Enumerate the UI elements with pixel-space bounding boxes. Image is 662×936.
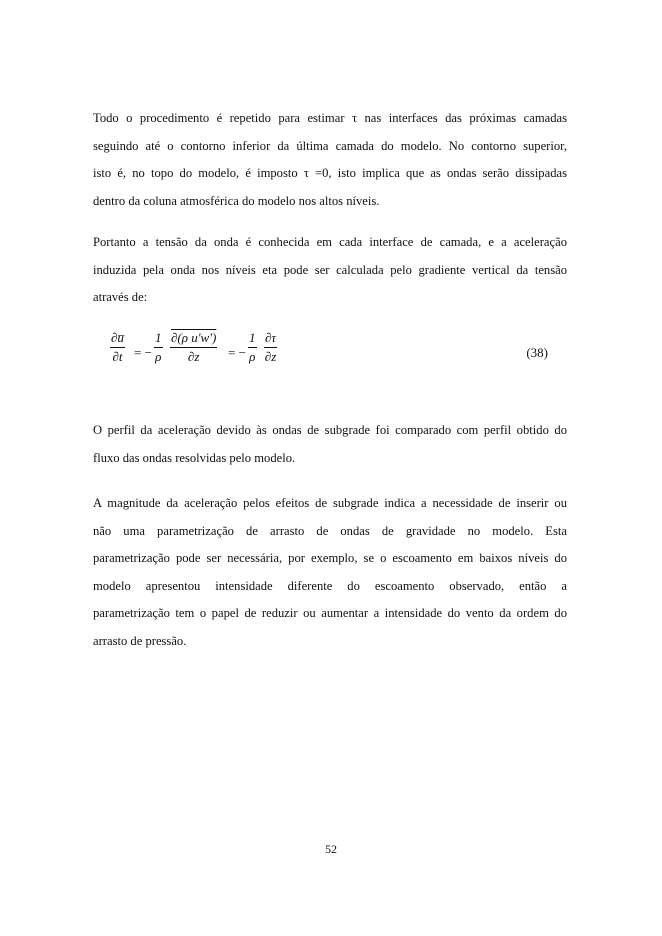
text-line: parametrização tem o papel de reduzir ou aumentar a intensidade do vento da ordem do: [93, 606, 567, 620]
text-line: através de:: [93, 290, 148, 304]
text-line: dentro da coluna atmosférica do modelo nos altos níveis.: [93, 193, 380, 208]
fraction-denominator: ∂z: [264, 349, 277, 364]
fraction-inverse-density: [248, 330, 257, 366]
text-line: modelo apresentou intensidade diferente do escoamento observado, então a: [93, 578, 567, 593]
fraction-stress-gradient: [264, 330, 277, 366]
fraction-flux-gradient: [170, 330, 217, 366]
page-number: 52: [325, 842, 337, 856]
text-line: Portanto a tensão da onda é conhecida em cada interface de camada, e a aceleração: [93, 235, 567, 249]
fraction-inverse-density: [154, 330, 163, 366]
paragraph-acceleration-profile: [93, 417, 567, 472]
fraction-numerator: ∂τ: [264, 330, 277, 348]
text-line: arrasto de pressão.: [93, 633, 187, 648]
text-line: Todo o procedimento é repetido para estimar τ nas interfaces das próximas camadas: [93, 111, 567, 125]
text-line: isto é, no topo do modelo, é imposto τ =0, isto implica que as ondas serão dissipadas: [93, 166, 567, 180]
text-line: parametrização pode ser necessária, por exemplo, se o escoamento em baixos níveis do: [93, 551, 567, 565]
text-line: fluxo das ondas resolvidas pelo modelo.: [93, 450, 296, 465]
text-line: seguindo até o contorno inferior da última camada do modelo. No contorno superior,: [93, 138, 567, 153]
paragraph-procedure: [93, 105, 567, 215]
fraction-denominator: ∂t: [112, 349, 123, 364]
fraction-denominator: ρ: [249, 349, 256, 364]
text-line: O perfil da aceleração devido às ondas de subgrade foi comparado com perfil obtido do: [93, 423, 567, 437]
paragraph-wave-stress: [93, 229, 567, 312]
fraction-denominator: ρ: [155, 349, 162, 364]
fraction-numerator: 1: [248, 330, 257, 348]
text-line: não uma parametrização de arrasto de ondas de gravidade no modelo. Esta: [93, 523, 567, 538]
paragraph-parametrization: [93, 490, 567, 655]
text-line: induzida pela onda nos níveis eta pode ser calculada pelo gradiente vertical da tensão: [93, 262, 567, 277]
equals-minus-sign: = −: [134, 345, 152, 360]
fraction-denominator: ∂z: [187, 349, 200, 364]
fraction-numerator: ∂u̅: [110, 330, 125, 348]
equation-number: (38): [526, 345, 548, 360]
fraction-numerator: 1: [154, 330, 163, 348]
equation-38: [110, 330, 566, 378]
text-line: A magnitude da aceleração pelos efeitos de subgrade indica a necessidade de inserir ou: [93, 496, 567, 510]
equals-minus-sign: = −: [228, 345, 246, 360]
fraction-lhs: [110, 330, 125, 366]
fraction-numerator: ∂(ρ u'w'): [170, 330, 217, 348]
